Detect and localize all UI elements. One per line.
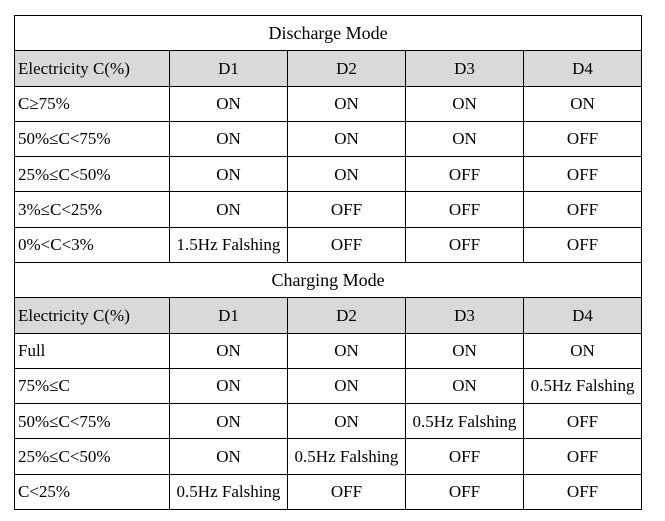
- cell-d1: 1.5Hz Falshing: [170, 227, 288, 262]
- cell-d1: ON: [170, 333, 288, 368]
- cell-d1: ON: [170, 439, 288, 474]
- cell-d2: OFF: [288, 474, 406, 509]
- row-label: 25%≤C<50%: [15, 157, 170, 192]
- cell-d2: ON: [288, 333, 406, 368]
- discharge-header-d1: D1: [170, 51, 288, 86]
- table-row: [15, 86, 642, 121]
- table-body: [15, 16, 642, 510]
- cell-d1: ON: [170, 404, 288, 439]
- cell-d4: ON: [524, 86, 642, 121]
- cell-d2: OFF: [288, 192, 406, 227]
- cell-d2: 0.5Hz Falshing: [288, 439, 406, 474]
- led-status-table-container: [14, 15, 641, 510]
- cell-d1: ON: [170, 121, 288, 156]
- cell-d4: 0.5Hz Falshing: [524, 368, 642, 403]
- charging-title-row: [15, 262, 642, 297]
- cell-d1: ON: [170, 192, 288, 227]
- led-status-table: [14, 15, 642, 510]
- cell-d1: ON: [170, 157, 288, 192]
- cell-d3: OFF: [406, 474, 524, 509]
- charging-header-row: [15, 298, 642, 333]
- cell-d3: OFF: [406, 192, 524, 227]
- cell-d4: OFF: [524, 121, 642, 156]
- cell-d1: ON: [170, 86, 288, 121]
- row-label: 0%<C<3%: [15, 227, 170, 262]
- discharge-title-row: [15, 16, 642, 51]
- table-row: [15, 121, 642, 156]
- table-row: [15, 474, 642, 509]
- row-label: 50%≤C<75%: [15, 404, 170, 439]
- cell-d2: ON: [288, 157, 406, 192]
- row-label: C≥75%: [15, 86, 170, 121]
- cell-d4: OFF: [524, 227, 642, 262]
- cell-d4: OFF: [524, 474, 642, 509]
- row-label: Full: [15, 333, 170, 368]
- table-row: [15, 404, 642, 439]
- table-row: [15, 439, 642, 474]
- charging-header-d2: D2: [288, 298, 406, 333]
- cell-d4: OFF: [524, 192, 642, 227]
- table-row: [15, 157, 642, 192]
- cell-d4: ON: [524, 333, 642, 368]
- discharge-header-d3: D3: [406, 51, 524, 86]
- charging-header-d4: D4: [524, 298, 642, 333]
- cell-d4: OFF: [524, 404, 642, 439]
- row-label: 75%≤C: [15, 368, 170, 403]
- charging-header-d3: D3: [406, 298, 524, 333]
- cell-d2: ON: [288, 404, 406, 439]
- table-row: [15, 333, 642, 368]
- cell-d3: OFF: [406, 439, 524, 474]
- table-row: [15, 192, 642, 227]
- cell-d2: ON: [288, 368, 406, 403]
- cell-d2: ON: [288, 121, 406, 156]
- cell-d3: OFF: [406, 157, 524, 192]
- cell-d4: OFF: [524, 439, 642, 474]
- table-row: [15, 368, 642, 403]
- charging-header-electricity: Electricity C(%): [15, 298, 170, 333]
- cell-d2: ON: [288, 86, 406, 121]
- cell-d4: OFF: [524, 157, 642, 192]
- cell-d1: 0.5Hz Falshing: [170, 474, 288, 509]
- cell-d3: ON: [406, 368, 524, 403]
- discharge-mode-title: Discharge Mode: [15, 16, 642, 51]
- discharge-header-d4: D4: [524, 51, 642, 86]
- discharge-header-d2: D2: [288, 51, 406, 86]
- charging-header-d1: D1: [170, 298, 288, 333]
- row-label: 25%≤C<50%: [15, 439, 170, 474]
- discharge-header-electricity: Electricity C(%): [15, 51, 170, 86]
- row-label: 3%≤C<25%: [15, 192, 170, 227]
- discharge-header-row: [15, 51, 642, 86]
- table-row: [15, 227, 642, 262]
- cell-d1: ON: [170, 368, 288, 403]
- cell-d3: ON: [406, 333, 524, 368]
- cell-d3: OFF: [406, 227, 524, 262]
- row-label: C<25%: [15, 474, 170, 509]
- cell-d3: ON: [406, 121, 524, 156]
- cell-d3: ON: [406, 86, 524, 121]
- cell-d2: OFF: [288, 227, 406, 262]
- cell-d3: 0.5Hz Falshing: [406, 404, 524, 439]
- charging-mode-title: Charging Mode: [15, 262, 642, 297]
- row-label: 50%≤C<75%: [15, 121, 170, 156]
